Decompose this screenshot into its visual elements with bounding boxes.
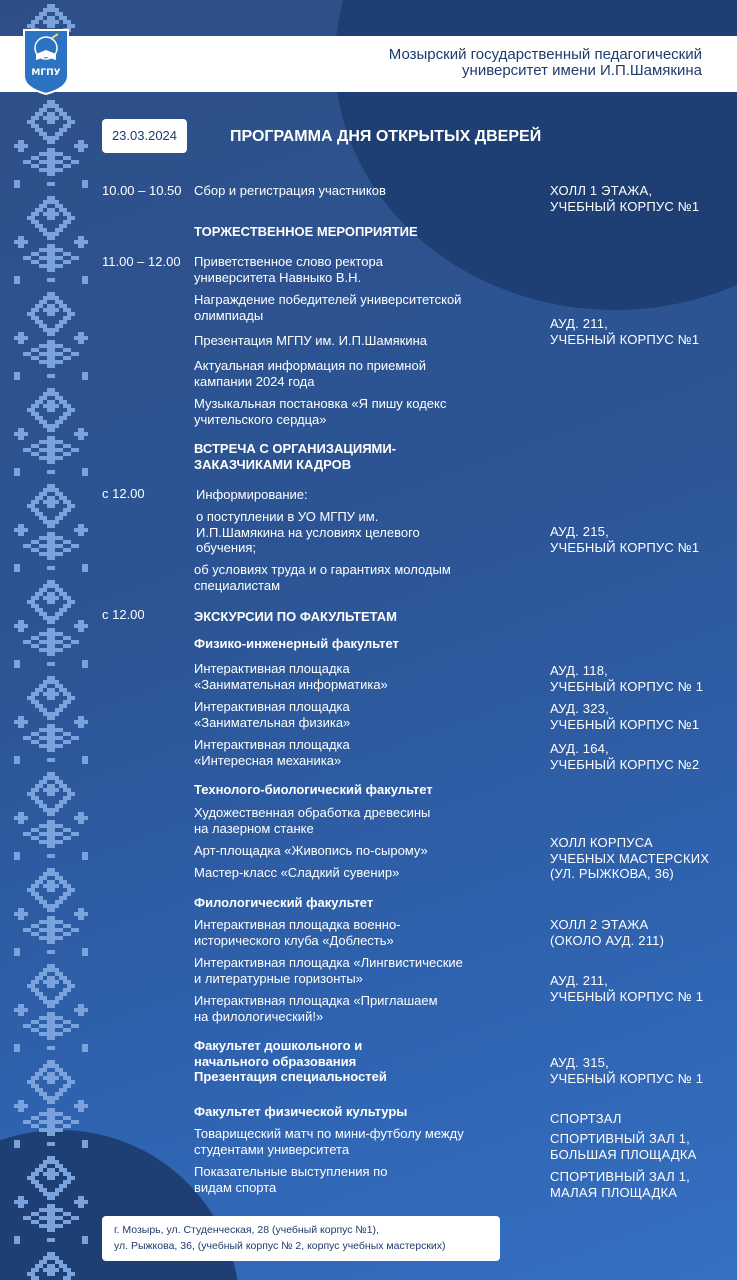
techbio-item: Мастер-класс «Сладкий сувенир» — [194, 865, 400, 880]
address-footer — [102, 1216, 500, 1261]
address-line2: ул. Рыжкова, 36, (учебный корпус № 2, корпус учебных мастерских) — [114, 1240, 446, 1252]
physics-item: Интерактивная площадка «Занимательная информатика» — [194, 661, 388, 692]
sport-item: Товарищеский матч по мини-футболу между студентами университета — [194, 1126, 464, 1157]
sport-item-location: СПОРТИВНЫЙ ЗАЛ 1, БОЛЬШАЯ ПЛОЩАДКА — [550, 1131, 697, 1162]
faculty-physics-name: Физико-инженерный факультет — [194, 636, 399, 651]
excursions-time: с 12.00 — [102, 607, 145, 622]
meeting-item: об условиях труда и о гарантиях молодым специалистам — [194, 562, 451, 593]
philology-item: Интерактивная площадка военно- исторического клуба «Доблесть» — [194, 917, 401, 948]
faculty-sport-name: Факультет физической культуры — [194, 1104, 408, 1119]
program-title: ПРОГРАММА ДНЯ ОТКРЫТЫХ ДВЕРЕЙ — [230, 128, 542, 145]
preschool-location: АУД. 315, УЧЕБНЫЙ КОРПУС № 1 — [550, 1055, 704, 1086]
meeting-time: с 12.00 — [102, 486, 145, 501]
sport-item-location: СПОРТИВНЫЙ ЗАЛ 1, МАЛАЯ ПЛОЩАДКА — [550, 1169, 690, 1200]
sport-location: СПОРТЗАЛ — [550, 1111, 622, 1126]
university-logo — [22, 28, 70, 96]
registration-text: Сбор и регистрация участников — [194, 183, 386, 198]
svg-text:МГПУ: МГПУ — [31, 68, 61, 78]
philology-item: Интерактивная площадка «Приглашаем на филологический!» — [194, 993, 438, 1024]
meeting-item: о поступлении в УО МГПУ им. И.П.Шамякина на условиях целевого обучения; — [196, 509, 420, 555]
physics-item: Интерактивная площадка «Занимательная физика» — [194, 699, 351, 730]
ceremony-item: Приветственное слово ректора университета Навныко В.Н. — [194, 254, 383, 285]
sport-item: Показательные выступления по видам спорта — [194, 1164, 388, 1195]
physics-location: АУД. 118, УЧЕБНЫЙ КОРПУС № 1 — [550, 663, 704, 694]
ceremony-time: 11.00 – 12.00 — [102, 254, 181, 269]
registration-location: ХОЛЛ 1 ЭТАЖА, УЧЕБНЫЙ КОРПУС №1 — [550, 183, 700, 214]
faculty-techbio-name: Технолого-биологический факультет — [194, 782, 433, 797]
ceremony-item: Награждение победителей университетской олимпиады — [194, 292, 462, 323]
ceremony-item: Презентация МГПУ им. И.П.Шамякина — [194, 333, 428, 348]
meeting-location: АУД. 215, УЧЕБНЫЙ КОРПУС №1 — [550, 524, 700, 555]
physics-location: АУД. 164, УЧЕБНЫЙ КОРПУС №2 — [550, 741, 700, 772]
techbio-location: ХОЛЛ КОРПУСА УЧЕБНЫХ МАСТЕРСКИХ (УЛ. РЫЖКОВА, 36) — [550, 835, 710, 881]
faculty-philology-name: Филологический факультет — [194, 895, 374, 910]
ceremony-location: АУД. 211, УЧЕБНЫЙ КОРПУС №1 — [550, 316, 700, 347]
physics-item: Интерактивная площадка «Интересная механика» — [194, 737, 350, 768]
ceremony-heading: ТОРЖЕСТВЕННОЕ МЕРОПРИЯТИЕ — [194, 224, 418, 239]
physics-location: АУД. 323, УЧЕБНЫЙ КОРПУС №1 — [550, 701, 700, 732]
faculty-preschool-name: Факультет дошкольного и начального образования Презентация специальностей — [194, 1038, 387, 1084]
techbio-item: Художественная обработка древесины на лазерном станке — [194, 805, 431, 836]
excursions-heading: ЭКСКУРСИИ ПО ФАКУЛЬТЕТАМ — [194, 609, 397, 624]
university-name — [389, 47, 702, 79]
university-name-line2: университет имени И.П.Шамякина — [462, 62, 702, 79]
meeting-heading: ВСТРЕЧА С ОРГАНИЗАЦИЯМИ- ЗАКАЗЧИКАМИ КАДРОВ — [194, 441, 397, 472]
ornament-strip — [14, 0, 88, 1280]
philology-item: Интерактивная площадка «Лингвистические и литературные горизонты» — [194, 955, 463, 986]
philology-location: ХОЛЛ 2 ЭТАЖА (ОКОЛО АУД. 211) — [550, 917, 665, 948]
techbio-item: Арт-площадка «Живопись по-сырому» — [194, 843, 428, 858]
registration-time: 10.00 – 10.50 — [102, 183, 182, 198]
ceremony-item: Актуальная информация по приемной кампании 2024 года — [194, 358, 426, 389]
philology-location: АУД. 211, УЧЕБНЫЙ КОРПУС № 1 — [550, 973, 704, 1004]
ornament-pattern-icon — [14, 0, 88, 1280]
shield-logo-icon — [22, 28, 70, 96]
event-date: 23.03.2024 — [102, 119, 187, 153]
university-name-line1: Мозырский государственный педагогический — [388, 46, 702, 63]
meeting-item: Информирование: — [196, 487, 308, 502]
address-line1: г. Мозырь, ул. Студенческая, 28 (учебный корпус №1), — [114, 1224, 379, 1236]
ceremony-item: Музыкальная постановка «Я пишу кодекс учительского сердца» — [194, 396, 447, 427]
